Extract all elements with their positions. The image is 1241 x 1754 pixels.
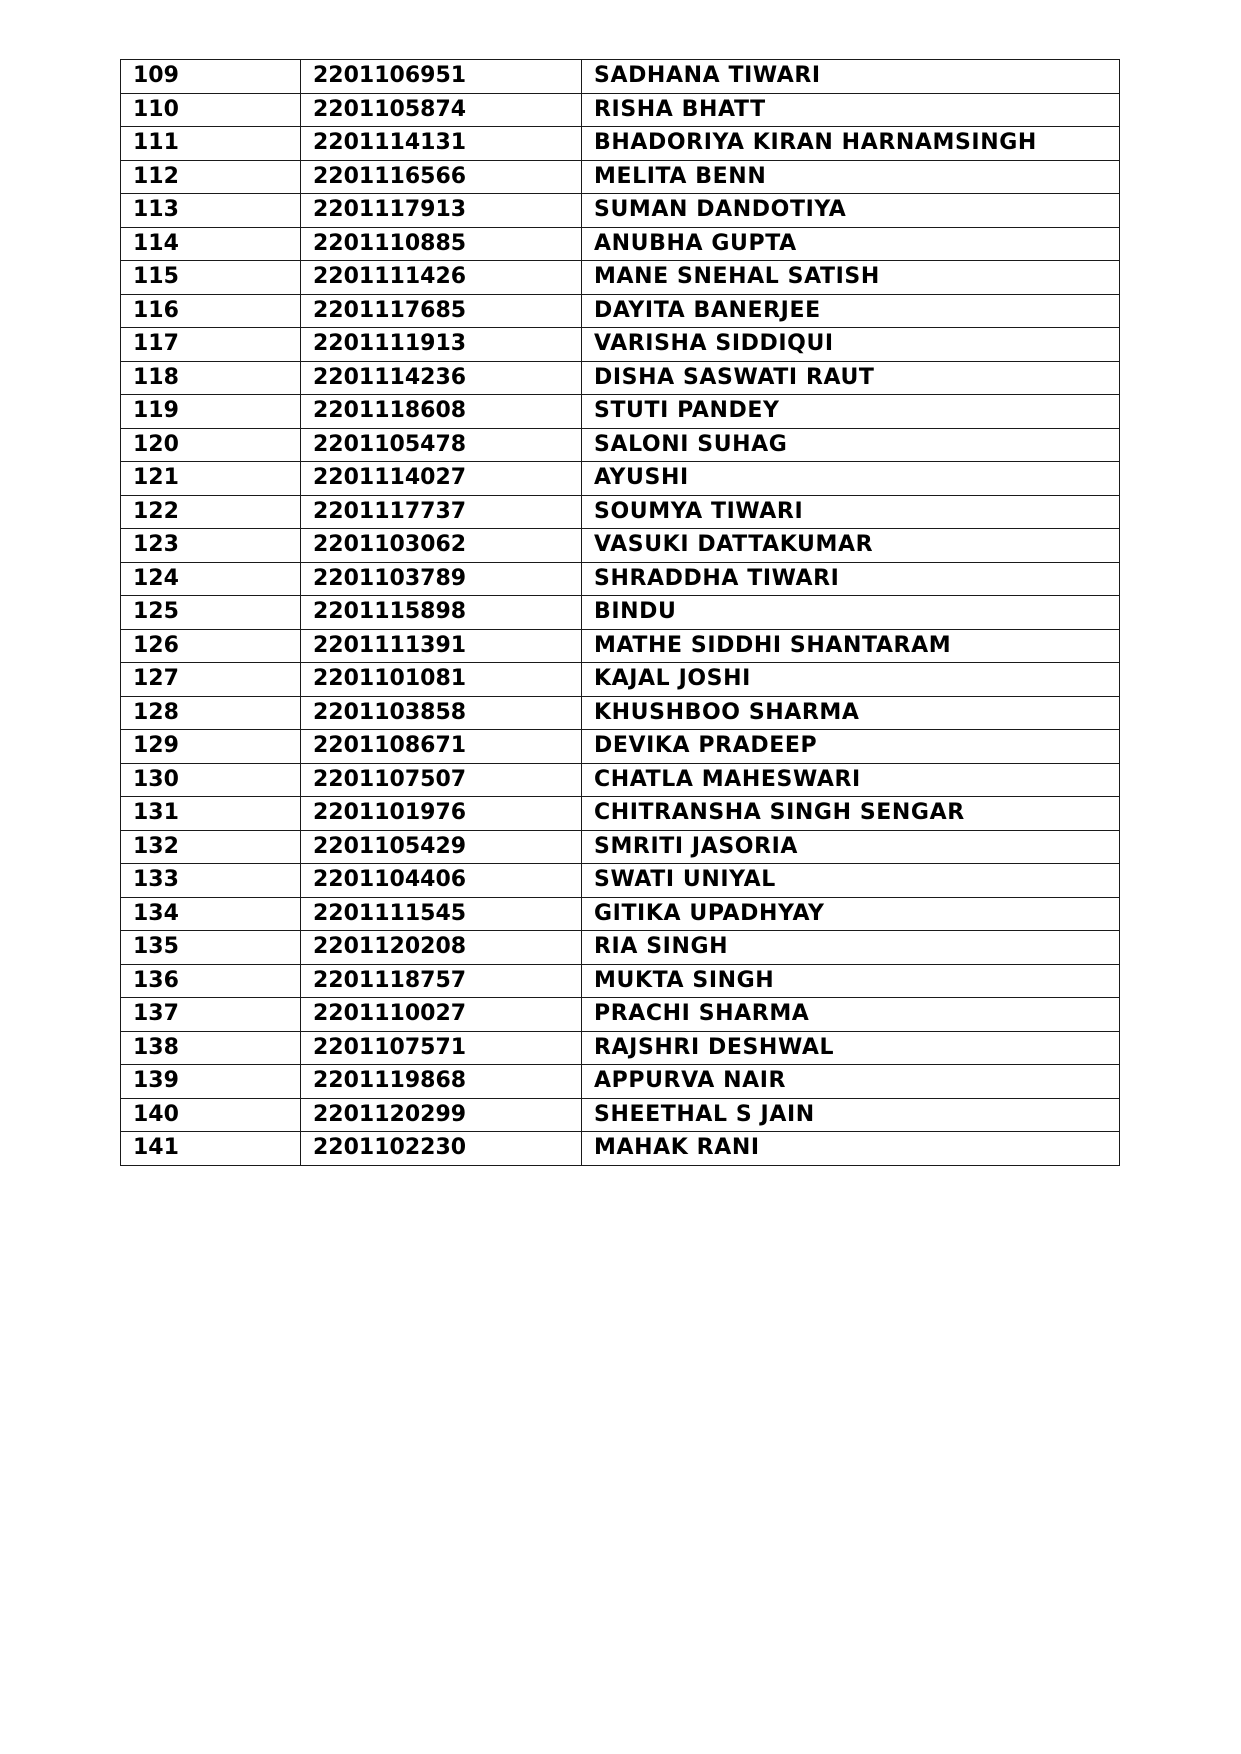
serial-number-cell: 135 (121, 931, 301, 965)
enrollment-id-cell: 2201111426 (301, 261, 582, 295)
student-name-cell: VASUKI DATTAKUMAR (582, 529, 1120, 563)
serial-number-cell: 109 (121, 60, 301, 94)
enrollment-id-cell: 2201101081 (301, 663, 582, 697)
table-row (121, 261, 1120, 295)
student-name-cell: CHATLA MAHESWARI (582, 763, 1120, 797)
serial-number-cell: 129 (121, 730, 301, 764)
serial-number-cell: 116 (121, 294, 301, 328)
enrollment-id-cell: 2201104406 (301, 864, 582, 898)
student-name-cell: MANE SNEHAL SATISH (582, 261, 1120, 295)
table-row (121, 361, 1120, 395)
enrollment-id-cell: 2201107571 (301, 1031, 582, 1065)
serial-number-cell: 123 (121, 529, 301, 563)
enrollment-id-cell: 2201117913 (301, 194, 582, 228)
serial-number-cell: 111 (121, 127, 301, 161)
enrollment-id-cell: 2201105874 (301, 93, 582, 127)
table-row (121, 763, 1120, 797)
student-name-cell: MATHE SIDDHI SHANTARAM (582, 629, 1120, 663)
enrollment-id-cell: 2201114027 (301, 462, 582, 496)
table-row (121, 462, 1120, 496)
enrollment-id-cell: 2201111545 (301, 897, 582, 931)
enrollment-id-cell: 2201103789 (301, 562, 582, 596)
student-name-cell: DEVIKA PRADEEP (582, 730, 1120, 764)
table-row (121, 1031, 1120, 1065)
serial-number-cell: 141 (121, 1132, 301, 1166)
table-row (121, 696, 1120, 730)
table-row (121, 127, 1120, 161)
table-row (121, 1065, 1120, 1099)
enrollment-id-cell: 2201103062 (301, 529, 582, 563)
table-row (121, 931, 1120, 965)
serial-number-cell: 133 (121, 864, 301, 898)
table-row (121, 294, 1120, 328)
serial-number-cell: 113 (121, 194, 301, 228)
student-name-cell: MAHAK RANI (582, 1132, 1120, 1166)
serial-number-cell: 120 (121, 428, 301, 462)
table-row (121, 227, 1120, 261)
enrollment-id-cell: 2201106951 (301, 60, 582, 94)
enrollment-id-cell: 2201105429 (301, 830, 582, 864)
enrollment-id-cell: 2201105478 (301, 428, 582, 462)
serial-number-cell: 134 (121, 897, 301, 931)
student-name-cell: CHITRANSHA SINGH SENGAR (582, 797, 1120, 831)
student-name-cell: RIA SINGH (582, 931, 1120, 965)
student-name-cell: GITIKA UPADHYAY (582, 897, 1120, 931)
serial-number-cell: 124 (121, 562, 301, 596)
serial-number-cell: 117 (121, 328, 301, 362)
student-name-cell: SALONI SUHAG (582, 428, 1120, 462)
serial-number-cell: 132 (121, 830, 301, 864)
student-name-cell: PRACHI SHARMA (582, 998, 1120, 1032)
student-name-cell: SOUMYA TIWARI (582, 495, 1120, 529)
table-row (121, 194, 1120, 228)
enrollment-id-cell: 2201119868 (301, 1065, 582, 1099)
serial-number-cell: 138 (121, 1031, 301, 1065)
enrollment-id-cell: 2201115898 (301, 596, 582, 630)
enrollment-id-cell: 2201108671 (301, 730, 582, 764)
enrollment-id-cell: 2201110885 (301, 227, 582, 261)
serial-number-cell: 131 (121, 797, 301, 831)
enrollment-id-cell: 2201120208 (301, 931, 582, 965)
table-row (121, 663, 1120, 697)
table-row (121, 395, 1120, 429)
student-name-cell: BINDU (582, 596, 1120, 630)
student-name-cell: VARISHA SIDDIQUI (582, 328, 1120, 362)
table-row (121, 964, 1120, 998)
enrollment-id-cell: 2201118757 (301, 964, 582, 998)
student-name-cell: DAYITA BANERJEE (582, 294, 1120, 328)
serial-number-cell: 126 (121, 629, 301, 663)
student-name-cell: ANUBHA GUPTA (582, 227, 1120, 261)
student-name-cell: SUMAN DANDOTIYA (582, 194, 1120, 228)
enrollment-id-cell: 2201110027 (301, 998, 582, 1032)
serial-number-cell: 125 (121, 596, 301, 630)
table-row (121, 629, 1120, 663)
student-name-cell: BHADORIYA KIRAN HARNAMSINGH (582, 127, 1120, 161)
table-row (121, 495, 1120, 529)
serial-number-cell: 119 (121, 395, 301, 429)
enrollment-id-cell: 2201114131 (301, 127, 582, 161)
enrollment-id-cell: 2201111391 (301, 629, 582, 663)
student-name-cell: MUKTA SINGH (582, 964, 1120, 998)
table-row (121, 1132, 1120, 1166)
table-row (121, 160, 1120, 194)
enrollment-id-cell: 2201101976 (301, 797, 582, 831)
enrollment-id-cell: 2201107507 (301, 763, 582, 797)
table-row (121, 596, 1120, 630)
enrollment-id-cell: 2201117685 (301, 294, 582, 328)
student-name-cell: SMRITI JASORIA (582, 830, 1120, 864)
serial-number-cell: 122 (121, 495, 301, 529)
serial-number-cell: 130 (121, 763, 301, 797)
serial-number-cell: 136 (121, 964, 301, 998)
serial-number-cell: 118 (121, 361, 301, 395)
student-name-cell: KHUSHBOO SHARMA (582, 696, 1120, 730)
enrollment-id-cell: 2201111913 (301, 328, 582, 362)
table-row (121, 1098, 1120, 1132)
student-name-cell: STUTI PANDEY (582, 395, 1120, 429)
roster-table-body (121, 60, 1120, 1166)
serial-number-cell: 128 (121, 696, 301, 730)
table-row (121, 529, 1120, 563)
table-row (121, 93, 1120, 127)
student-name-cell: SHEETHAL S JAIN (582, 1098, 1120, 1132)
table-row (121, 328, 1120, 362)
table-row (121, 830, 1120, 864)
student-name-cell: APPURVA NAIR (582, 1065, 1120, 1099)
serial-number-cell: 115 (121, 261, 301, 295)
table-row (121, 864, 1120, 898)
student-name-cell: RISHA BHATT (582, 93, 1120, 127)
student-name-cell: KAJAL JOSHI (582, 663, 1120, 697)
enrollment-id-cell: 2201117737 (301, 495, 582, 529)
enrollment-id-cell: 2201103858 (301, 696, 582, 730)
table-row (121, 730, 1120, 764)
serial-number-cell: 139 (121, 1065, 301, 1099)
table-row (121, 797, 1120, 831)
student-name-cell: AYUSHI (582, 462, 1120, 496)
student-name-cell: SHRADDHA TIWARI (582, 562, 1120, 596)
enrollment-id-cell: 2201120299 (301, 1098, 582, 1132)
student-name-cell: SADHANA TIWARI (582, 60, 1120, 94)
enrollment-id-cell: 2201116566 (301, 160, 582, 194)
student-name-cell: DISHA SASWATI RAUT (582, 361, 1120, 395)
student-name-cell: MELITA BENN (582, 160, 1120, 194)
enrollment-id-cell: 2201118608 (301, 395, 582, 429)
enrollment-id-cell: 2201114236 (301, 361, 582, 395)
serial-number-cell: 112 (121, 160, 301, 194)
table-row (121, 897, 1120, 931)
student-name-cell: SWATI UNIYAL (582, 864, 1120, 898)
serial-number-cell: 137 (121, 998, 301, 1032)
table-row (121, 562, 1120, 596)
table-row (121, 428, 1120, 462)
student-name-cell: RAJSHRI DESHWAL (582, 1031, 1120, 1065)
serial-number-cell: 110 (121, 93, 301, 127)
serial-number-cell: 114 (121, 227, 301, 261)
table-row (121, 998, 1120, 1032)
student-roster-table (120, 59, 1120, 1166)
serial-number-cell: 127 (121, 663, 301, 697)
table-row (121, 60, 1120, 94)
serial-number-cell: 121 (121, 462, 301, 496)
serial-number-cell: 140 (121, 1098, 301, 1132)
enrollment-id-cell: 2201102230 (301, 1132, 582, 1166)
